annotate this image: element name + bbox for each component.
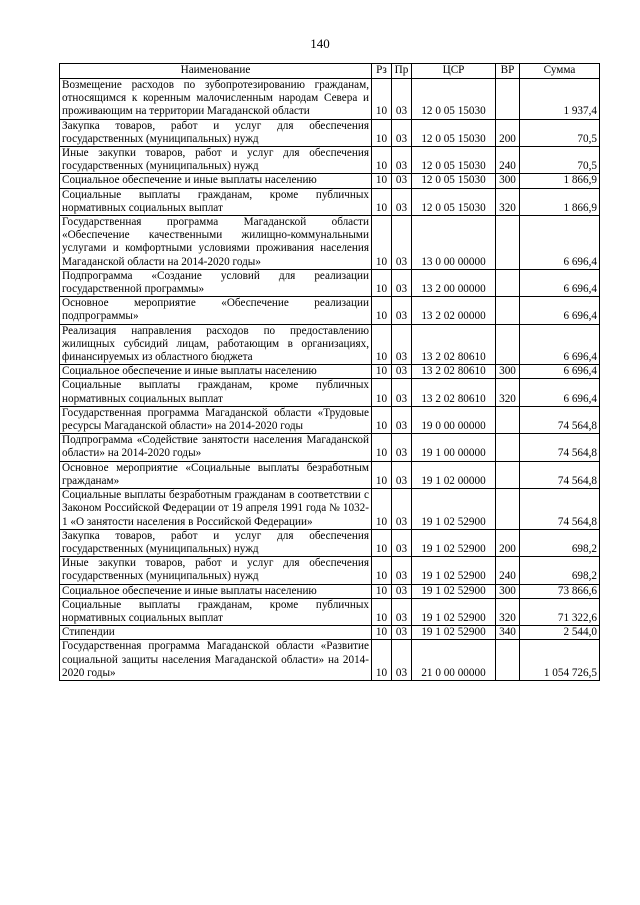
cell-sum: 6 696,4	[520, 216, 600, 270]
cell-name: Подпрограмма «Создание условий для реализации государственной программы»	[60, 269, 372, 296]
cell-csr: 13 2 02 00000	[412, 297, 496, 324]
table-row	[60, 188, 600, 215]
cell-csr: 12 0 05 15030	[412, 174, 496, 188]
table-body	[60, 79, 600, 681]
cell-csr: 19 1 02 52900	[412, 598, 496, 625]
cell-rz: 10	[372, 269, 392, 296]
cell-rz: 10	[372, 324, 392, 365]
cell-sum: 2 544,0	[520, 626, 600, 640]
cell-rz: 10	[372, 489, 392, 530]
cell-vr	[496, 434, 520, 461]
table-row	[60, 406, 600, 433]
cell-vr: 240	[496, 147, 520, 174]
cell-vr	[496, 461, 520, 488]
cell-sum: 6 696,4	[520, 365, 600, 379]
cell-csr: 13 0 00 00000	[412, 216, 496, 270]
cell-sum: 74 564,8	[520, 489, 600, 530]
cell-rz: 10	[372, 147, 392, 174]
cell-name: Социальное обеспечение и иные выплаты населению	[60, 174, 372, 188]
table-row	[60, 324, 600, 365]
cell-vr: 340	[496, 626, 520, 640]
cell-sum: 1 866,9	[520, 174, 600, 188]
cell-pr: 03	[392, 529, 412, 556]
header-csr: ЦСР	[412, 64, 496, 79]
cell-csr: 19 1 02 52900	[412, 626, 496, 640]
cell-csr: 19 1 02 52900	[412, 557, 496, 584]
cell-pr: 03	[392, 216, 412, 270]
cell-sum: 74 564,8	[520, 434, 600, 461]
cell-sum: 71 322,6	[520, 598, 600, 625]
cell-csr: 19 0 00 00000	[412, 406, 496, 433]
cell-name: Иные закупки товаров, работ и услуг для обеспечения государственных (муниципальных) нужд	[60, 147, 372, 174]
cell-vr	[496, 269, 520, 296]
cell-rz: 10	[372, 461, 392, 488]
cell-name: Возмещение расходов по зубопротезированию гражданам, относящимся к коренным малочисленным народам Севера и проживающим на территории Магаданской области	[60, 79, 372, 120]
cell-name: Социальные выплаты безработным гражданам в соответствии с Законом Российской Федерации от 19 апреля 1991 года № 1032-1 «О занятости населения в Российской Федерации»	[60, 489, 372, 530]
cell-sum: 74 564,8	[520, 461, 600, 488]
cell-csr: 12 0 05 15030	[412, 188, 496, 215]
cell-sum: 6 696,4	[520, 324, 600, 365]
cell-vr: 200	[496, 529, 520, 556]
table-row	[60, 119, 600, 146]
header-pr: Пр	[392, 64, 412, 79]
cell-pr: 03	[392, 324, 412, 365]
cell-rz: 10	[372, 529, 392, 556]
header-name: Наименование	[60, 64, 372, 79]
cell-vr: 320	[496, 188, 520, 215]
cell-name: Иные закупки товаров, работ и услуг для обеспечения государственных (муниципальных) нужд	[60, 557, 372, 584]
cell-sum: 70,5	[520, 147, 600, 174]
table-row	[60, 557, 600, 584]
cell-name: Закупка товаров, работ и услуг для обеспечения государственных (муниципальных) нужд	[60, 529, 372, 556]
cell-sum: 74 564,8	[520, 406, 600, 433]
cell-vr	[496, 406, 520, 433]
cell-sum: 6 696,4	[520, 297, 600, 324]
cell-pr: 03	[392, 640, 412, 681]
cell-name: Социальные выплаты гражданам, кроме публичных нормативных социальных выплат	[60, 379, 372, 406]
cell-vr: 200	[496, 119, 520, 146]
cell-rz: 10	[372, 79, 392, 120]
cell-vr: 320	[496, 598, 520, 625]
cell-sum: 1 866,9	[520, 188, 600, 215]
cell-sum: 1 054 726,5	[520, 640, 600, 681]
cell-pr: 03	[392, 119, 412, 146]
header-sum: Сумма	[520, 64, 600, 79]
cell-name: Подпрограмма «Содействие занятости населения Магаданской области» на 2014-2020 годы»	[60, 434, 372, 461]
cell-csr: 21 0 00 00000	[412, 640, 496, 681]
cell-pr: 03	[392, 269, 412, 296]
table-header-row	[60, 64, 600, 79]
cell-vr: 320	[496, 379, 520, 406]
cell-vr: 240	[496, 557, 520, 584]
cell-vr: 300	[496, 174, 520, 188]
cell-csr: 13 2 00 00000	[412, 269, 496, 296]
cell-csr: 13 2 02 80610	[412, 379, 496, 406]
cell-pr: 03	[392, 489, 412, 530]
cell-pr: 03	[392, 79, 412, 120]
cell-pr: 03	[392, 598, 412, 625]
cell-csr: 19 1 02 52900	[412, 529, 496, 556]
cell-rz: 10	[372, 216, 392, 270]
table-row	[60, 598, 600, 625]
table-row	[60, 379, 600, 406]
table-row	[60, 365, 600, 379]
cell-name: Государственная программа Магаданской области «Трудовые ресурсы Магаданской области» на 2014-2020 годы	[60, 406, 372, 433]
table-row	[60, 461, 600, 488]
cell-name: Социальные выплаты гражданам, кроме публичных нормативных социальных выплат	[60, 188, 372, 215]
table-row	[60, 434, 600, 461]
cell-rz: 10	[372, 598, 392, 625]
cell-sum: 698,2	[520, 529, 600, 556]
cell-pr: 03	[392, 188, 412, 215]
cell-sum: 1 937,4	[520, 79, 600, 120]
cell-rz: 10	[372, 379, 392, 406]
cell-pr: 03	[392, 365, 412, 379]
table-row	[60, 147, 600, 174]
cell-csr: 19 1 02 00000	[412, 461, 496, 488]
cell-pr: 03	[392, 584, 412, 598]
cell-csr: 12 0 05 15030	[412, 147, 496, 174]
cell-pr: 03	[392, 297, 412, 324]
cell-name: Государственная программа Магаданской области «Развитие социальной защиты населения Магаданской области» на 2014-2020 годы»	[60, 640, 372, 681]
cell-name: Социальное обеспечение и иные выплаты населению	[60, 584, 372, 598]
cell-rz: 10	[372, 640, 392, 681]
cell-vr	[496, 216, 520, 270]
cell-pr: 03	[392, 379, 412, 406]
cell-csr: 12 0 05 15030	[412, 79, 496, 120]
cell-name: Социальное обеспечение и иные выплаты населению	[60, 365, 372, 379]
cell-rz: 10	[372, 174, 392, 188]
table-row	[60, 174, 600, 188]
cell-rz: 10	[372, 584, 392, 598]
table-row	[60, 489, 600, 530]
header-rz: Рз	[372, 64, 392, 79]
table-row	[60, 79, 600, 120]
cell-csr: 13 2 02 80610	[412, 365, 496, 379]
cell-rz: 10	[372, 365, 392, 379]
cell-rz: 10	[372, 434, 392, 461]
cell-vr	[496, 79, 520, 120]
cell-sum: 698,2	[520, 557, 600, 584]
cell-sum: 70,5	[520, 119, 600, 146]
cell-name: Стипендии	[60, 626, 372, 640]
cell-vr	[496, 297, 520, 324]
cell-name: Основное мероприятие «Социальные выплаты безработным гражданам»	[60, 461, 372, 488]
cell-name: Государственная программа Магаданской области «Обеспечение качественными жилищно-коммунальными услугами и комфортными условиями проживания населения Магаданской области на 2014-2020 годы»	[60, 216, 372, 270]
cell-csr: 12 0 05 15030	[412, 119, 496, 146]
cell-sum: 6 696,4	[520, 379, 600, 406]
cell-pr: 03	[392, 434, 412, 461]
cell-vr: 300	[496, 365, 520, 379]
cell-rz: 10	[372, 557, 392, 584]
cell-pr: 03	[392, 626, 412, 640]
cell-vr	[496, 489, 520, 530]
table-row	[60, 584, 600, 598]
cell-vr	[496, 640, 520, 681]
cell-name: Социальные выплаты гражданам, кроме публичных нормативных социальных выплат	[60, 598, 372, 625]
cell-rz: 10	[372, 297, 392, 324]
budget-table	[59, 63, 600, 681]
cell-sum: 73 866,6	[520, 584, 600, 598]
cell-pr: 03	[392, 557, 412, 584]
page-number: 140	[310, 36, 330, 51]
cell-name: Основное мероприятие «Обеспечение реализации подпрограммы»	[60, 297, 372, 324]
cell-csr: 19 1 02 52900	[412, 489, 496, 530]
table-row	[60, 529, 600, 556]
cell-pr: 03	[392, 174, 412, 188]
cell-csr: 13 2 02 80610	[412, 324, 496, 365]
cell-pr: 03	[392, 147, 412, 174]
cell-rz: 10	[372, 188, 392, 215]
cell-vr: 300	[496, 584, 520, 598]
table-row	[60, 269, 600, 296]
cell-csr: 19 1 00 00000	[412, 434, 496, 461]
cell-rz: 10	[372, 626, 392, 640]
table-row	[60, 640, 600, 681]
cell-name: Закупка товаров, работ и услуг для обеспечения государственных (муниципальных) нужд	[60, 119, 372, 146]
cell-name: Реализация направления расходов по предоставлению жилищных субсидий лицам, работающим в организациях, финансируемых из областного бюджета	[60, 324, 372, 365]
cell-vr	[496, 324, 520, 365]
cell-pr: 03	[392, 406, 412, 433]
table-row	[60, 626, 600, 640]
cell-pr: 03	[392, 461, 412, 488]
cell-sum: 6 696,4	[520, 269, 600, 296]
table-row	[60, 216, 600, 270]
cell-rz: 10	[372, 406, 392, 433]
cell-csr: 19 1 02 52900	[412, 584, 496, 598]
table-row	[60, 297, 600, 324]
cell-rz: 10	[372, 119, 392, 146]
header-vr: ВР	[496, 64, 520, 79]
